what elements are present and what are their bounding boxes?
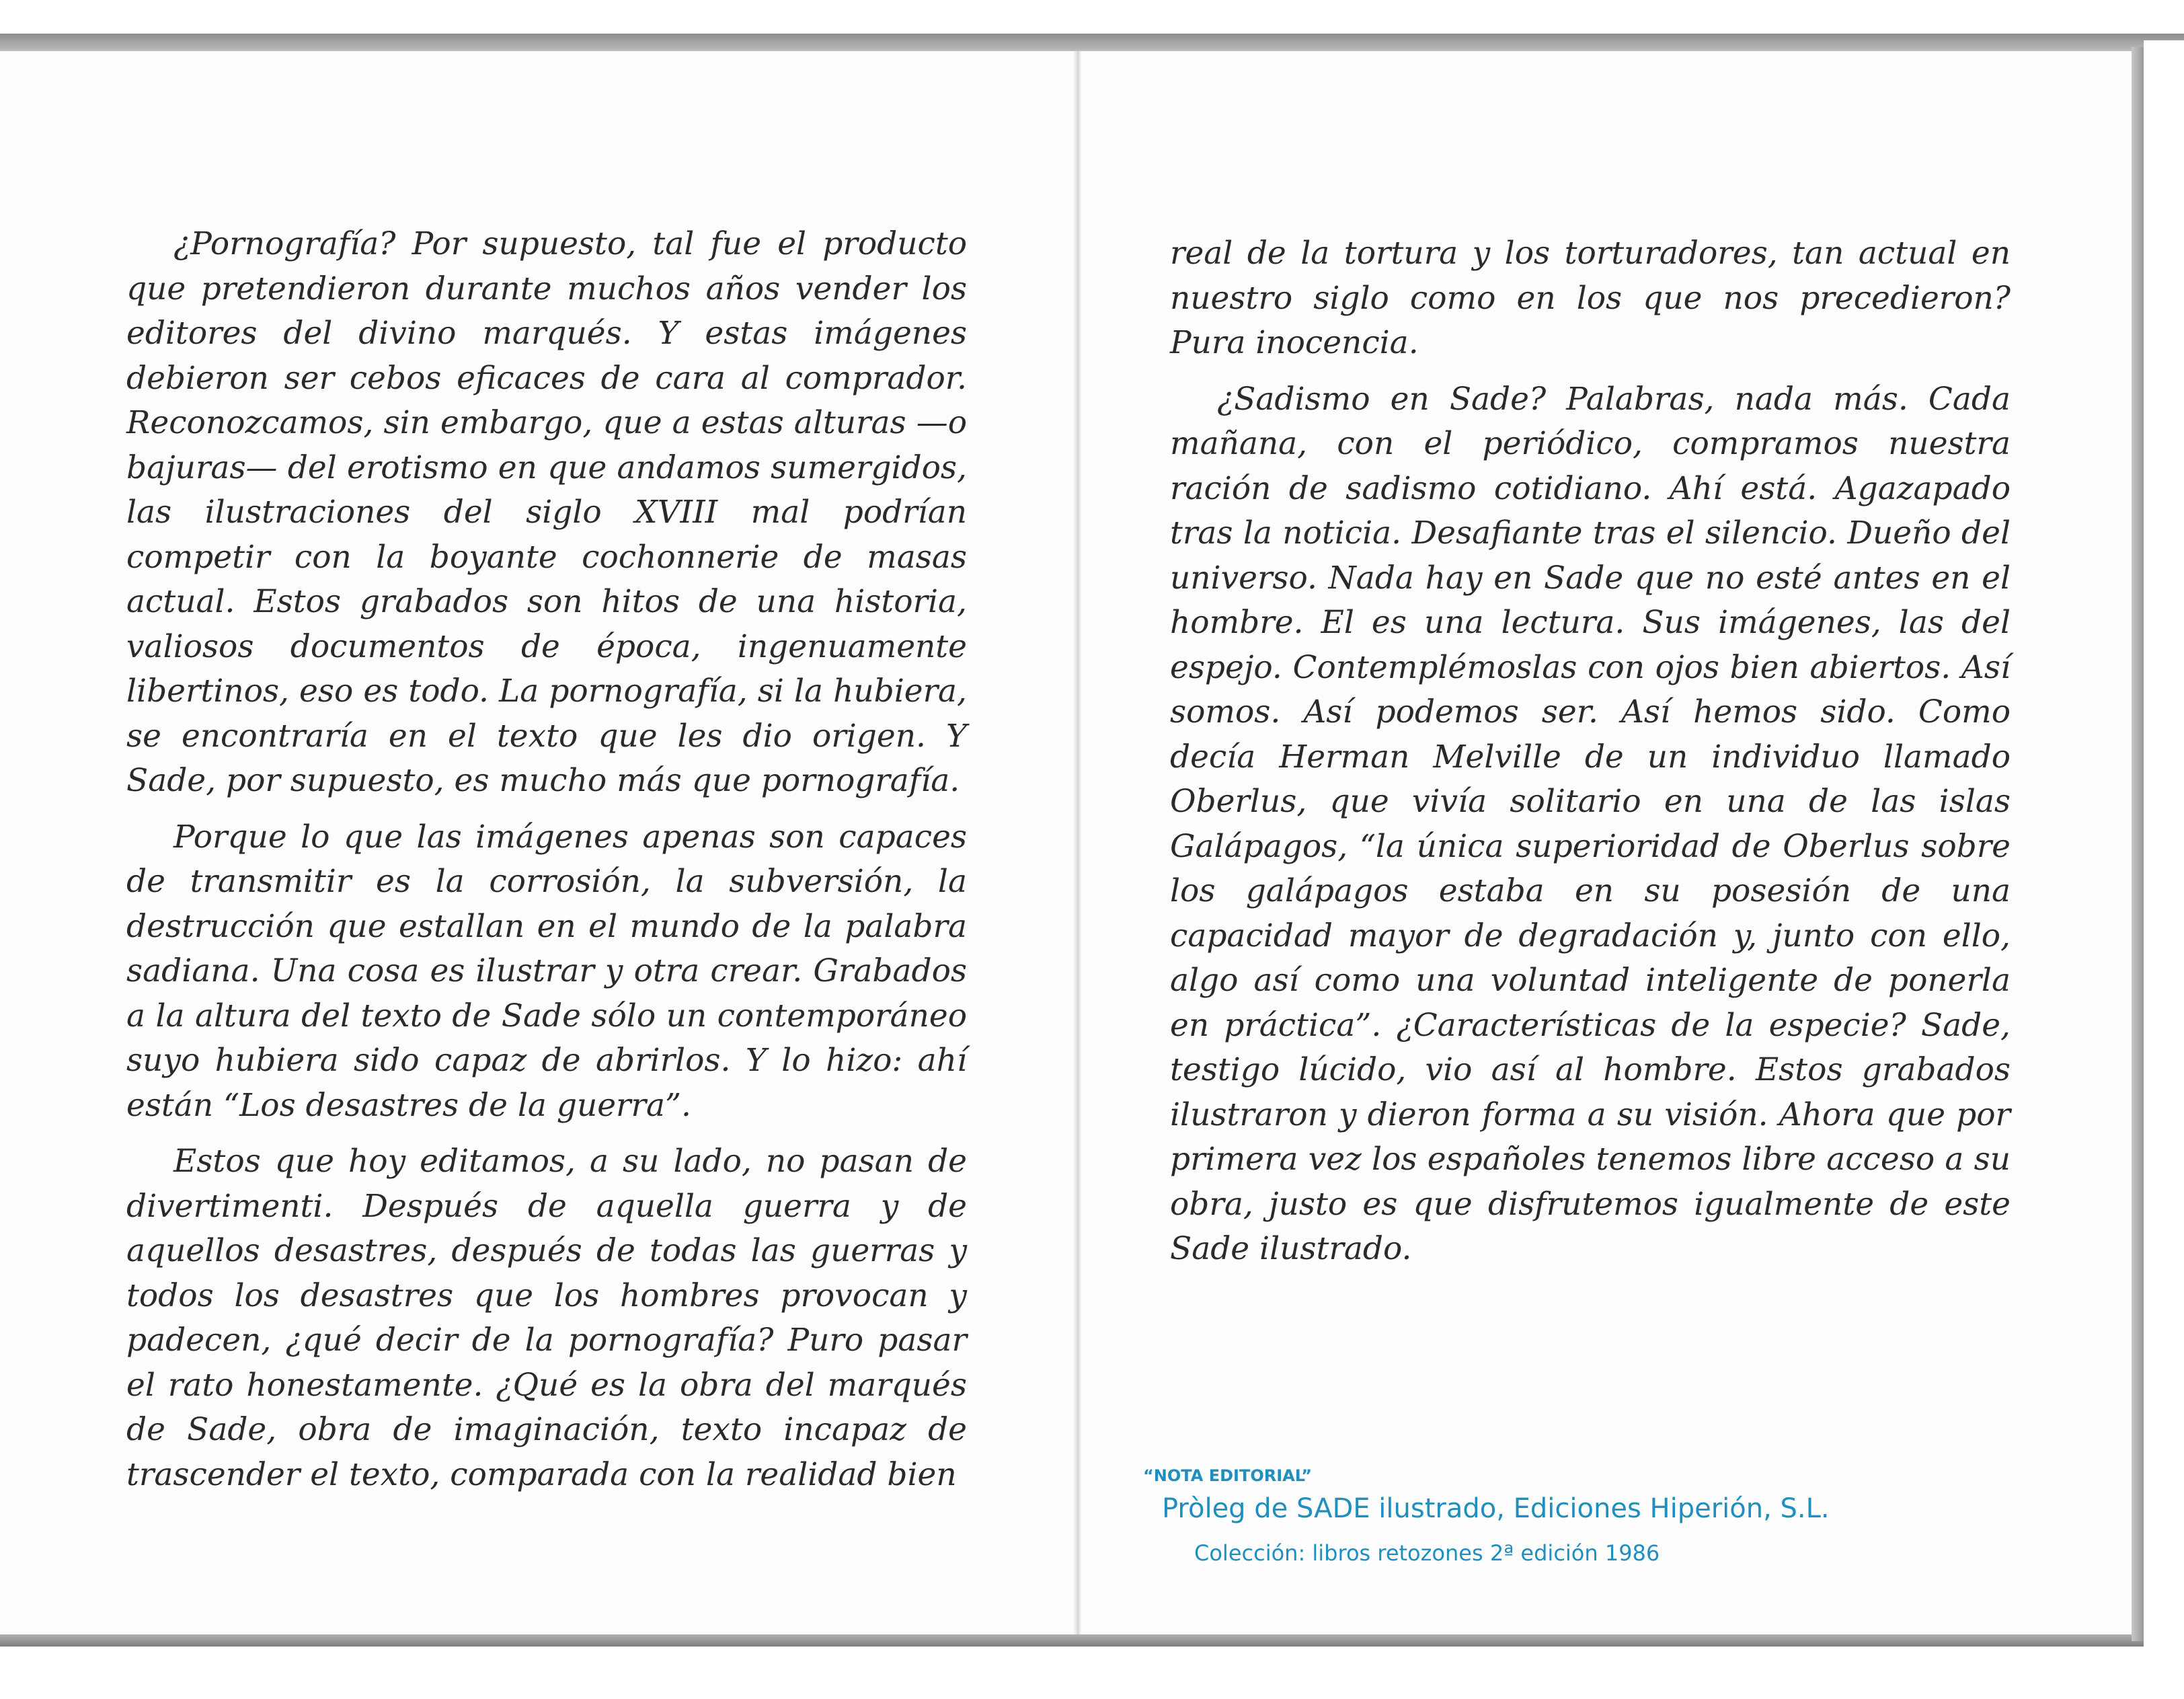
right-paragraph-2: ¿Sadismo en Sade? Palabras, nada más. Cada mañana, con el periódico, compramos nuestra ración de sadismo cotidiano. Ahí está. Agazapado tras la noticia. Desafiante tras el silencio. Dueño del universo. Nada hay en Sade que no esté antes en el hombre. El es una lectura. Sus imágenes, las del espejo. Contemplémoslas con ojos bien abiertos. Así somos. Así podemos ser. Así hemos sido. Como decía Herman Melville de un individuo llamado Oberlus, que vivía solitario en una de las islas Galápagos, “la única superioridad de Oberlus sobre los galápagos estaba en su posesión de una capacidad mayor de degradación y, junto con ello, algo así como una voluntad inteligente de ponerla en práctica”. ¿Características de la especie? Sade, testigo lúcido, vio así al hombre. Estos grabados ilustraron y dieron forma a su visión. Ahora que por primera vez los españoles tenemos libre acceso a su obra, justo es que disfrutemos igualmente de este Sade ilustrado. bbox=[1170, 380, 2011, 1267]
right-paragraph-1: real de la tortura y los torturadores, tan actual en nuestro siglo como en los que nos precedieron? Pura inocencia. bbox=[1170, 235, 2011, 361]
right-page-text bbox=[1170, 231, 2011, 1283]
left-paragraph-2: Porque lo que las imágenes apenas son capaces de transmitir es la corrosión, la subversión, la destrucción que estallan en el mundo de la palabra sadiana. Una cosa es ilustrar y otra crear. Grabados a la altura del texto de Sade sólo un contemporáneo suyo hubiera sido capaz de abrirlos. Y lo hizo: ahí están “Los desastres de la guerra”. bbox=[126, 818, 967, 1124]
scanner-right-shadow bbox=[2132, 47, 2144, 1641]
note-line-source: Pròleg de SADE ilustrado, Ediciones Hiperión, S.L. bbox=[1162, 1493, 1830, 1524]
book-gutter bbox=[1072, 51, 1082, 1634]
note-line-collection: Colección: libros retozones 2ª edición 1986 bbox=[1194, 1540, 1660, 1566]
scanner-top-shadow bbox=[0, 34, 2184, 51]
scanner-bottom-shadow bbox=[0, 1634, 2184, 1647]
left-paragraph-3: Estos que hoy editamos, a su lado, no pasan de divertimenti. Después de aquella guerra y de aquellos desastres, después de todas las guerras y todos los desastres que los hombres provocan y padecen, ¿qué decir de la pornografía? Puro pasar el rato honestamente. ¿Qué es la obra del marqués de Sade, obra de imaginación, texto incapaz de trascender el texto, comparada con la realidad bien bbox=[126, 1143, 967, 1493]
note-heading: “NOTA EDITORIAL” bbox=[1143, 1466, 1313, 1485]
left-page-text bbox=[126, 222, 967, 1509]
scanner-right-margin bbox=[2144, 40, 2184, 1648]
left-paragraph-1: ¿Pornografía? Por supuesto, tal fue el producto que pretendieron durante muchos años vender los editores del divino marqués. Y estas imágenes debieron ser cebos eficaces de cara al comprador. Reconozcamos, sin embargo, que a estas alturas —o bajuras— del erotismo en que andamos sumergidos, las ilustraciones del siglo XVIII mal podrían competir con la boyante cochonnerie de masas actual. Estos grabados son hitos de una historia, valiosos documentos de época, ingenuamente libertinos, eso es todo. La pornografía, si la hubiera, se encontraría en el texto que les dio origen. Y Sade, por supuesto, es mucho más que pornografía. bbox=[126, 225, 967, 799]
